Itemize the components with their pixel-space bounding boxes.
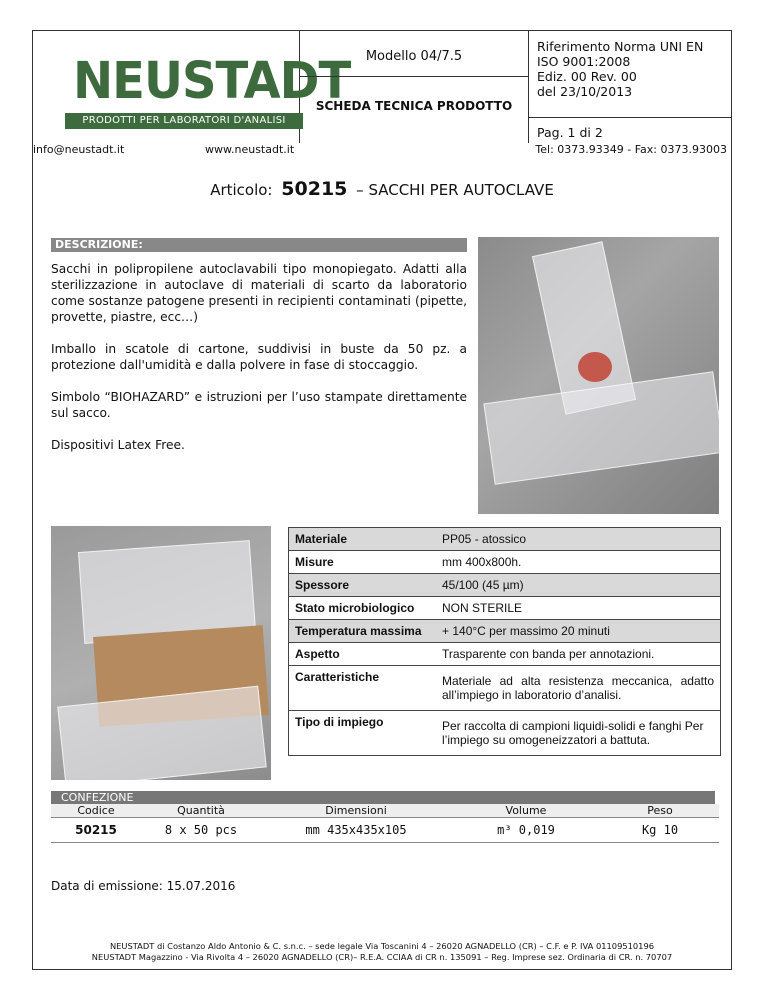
packaging-heading: CONFEZIONE bbox=[51, 791, 715, 804]
column-header: Dimensioni bbox=[325, 804, 387, 817]
description-paragraph: Imballo in scatole di cartone, suddivisi in buste da 50 pz. a protezione dall'umidità e dalla polvere in fase di stoccaggio. bbox=[51, 342, 467, 372]
spec-label: Tipo di impiego bbox=[295, 715, 384, 729]
packaging-data-row bbox=[51, 818, 719, 843]
bag-shape bbox=[57, 686, 266, 780]
column-header: Quantità bbox=[177, 804, 225, 817]
packaging-table bbox=[51, 791, 719, 843]
description-paragraph: Sacchi in polipropilene autoclavabili tipo monopiegato. Adatti alla sterilizzazione in autoclave di materiali di scarto da laboratorio come sostanze patogene presenti in recipienti contaminati (pipette, provette, piastre, ecc…) bbox=[51, 262, 467, 324]
website-link[interactable]: www.neustadt.it bbox=[205, 143, 295, 156]
spec-label: Aspetto bbox=[295, 647, 340, 661]
edition-date: del 23/10/2013 bbox=[537, 84, 633, 99]
revision-info bbox=[537, 39, 727, 99]
spec-row bbox=[289, 574, 720, 597]
norm-reference: Riferimento Norma UNI EN ISO 9001:2008 bbox=[537, 39, 704, 69]
description-heading: DESCRIZIONE: bbox=[51, 238, 467, 252]
footer-line: NEUSTADT Magazzino - Via Rivolta 4 – 26020 AGNADELLO (CR)– R.E.A. CCIAA di CR n. 135091 – Reg. Imprese sez. Ordinaria di CR. n. 70707 bbox=[91, 952, 673, 962]
model-number: Modello 04/7.5 bbox=[365, 49, 463, 64]
page-number: Pag. 1 di 2 bbox=[537, 125, 603, 140]
packaging-quantity: 8 x 50 pcs bbox=[164, 823, 238, 837]
spec-value: 45/100 (45 µm) bbox=[442, 578, 524, 592]
spec-value: mm 400x800h. bbox=[442, 555, 522, 569]
spec-label: Misure bbox=[295, 555, 334, 569]
spec-label: Caratteristiche bbox=[295, 670, 380, 684]
revision-cell bbox=[529, 31, 731, 143]
header-table bbox=[33, 31, 731, 143]
spec-table bbox=[288, 527, 721, 756]
product-photo-box bbox=[51, 526, 271, 780]
spec-value: Per raccolta di campioni liquidi-solidi e fanghi Per l’impiego su omogeneizzatori a battuta. bbox=[442, 719, 704, 747]
spec-row bbox=[289, 528, 720, 551]
description-text bbox=[51, 261, 467, 469]
spec-label: Materiale bbox=[295, 532, 348, 546]
emission-date: Data di emissione: 15.07.2016 bbox=[51, 879, 236, 893]
logo-subtitle: PRODOTTI PER LABORATORI D'ANALISI bbox=[82, 115, 286, 126]
email-link[interactable]: info@neustadt.it bbox=[33, 143, 125, 156]
contact-row bbox=[33, 143, 731, 159]
article-name: – SACCHI PER AUTOCLAVE bbox=[356, 181, 554, 199]
footer-line: NEUSTADT di Costanzo Aldo Antonio & C. s.n.c. – sede legale Via Toscanini 4 – 26020 AGNADELLO (CR) – C.F. e P. IVA 01109510196 bbox=[109, 941, 655, 951]
spec-row bbox=[289, 711, 720, 755]
spec-row bbox=[289, 551, 720, 574]
spec-row bbox=[289, 620, 720, 643]
bag-shape bbox=[483, 371, 719, 484]
spec-row bbox=[289, 643, 720, 666]
spec-value: Materiale ad alta resistenza meccanica, adatto all’impiego in laboratorio d’analisi. bbox=[442, 674, 714, 702]
column-header: Volume bbox=[505, 804, 547, 817]
spec-label: Stato microbiologico bbox=[295, 601, 415, 615]
spec-label: Temperatura massima bbox=[295, 624, 422, 638]
article-title bbox=[33, 178, 731, 200]
spec-value: + 140°C per massimo 20 minuti bbox=[442, 624, 610, 638]
red-tube-shape bbox=[578, 352, 612, 382]
company-logo: NEUSTADT bbox=[73, 51, 351, 111]
edition: Ediz. 00 Rev. 00 bbox=[537, 69, 637, 84]
description-paragraph: Simbolo “BIOHAZARD” e istruzioni per l’uso stampate direttamente sul sacco. bbox=[51, 390, 467, 420]
footer bbox=[33, 941, 731, 963]
model-cell bbox=[300, 31, 529, 143]
spec-value: PP05 - atossico bbox=[442, 532, 527, 546]
divider bbox=[300, 76, 528, 77]
column-header: Codice bbox=[77, 804, 115, 817]
spec-value: Trasparente con banda per annotazioni. bbox=[442, 647, 655, 661]
article-code: 50215 bbox=[281, 178, 348, 200]
packaging-dimensions: mm 435x435x105 bbox=[305, 823, 407, 837]
sheet-title: SCHEDA TECNICA PRODOTTO bbox=[315, 99, 513, 113]
spec-value: NON STERILE bbox=[442, 601, 523, 615]
phone-fax: Tel: 0373.93349 - Fax: 0373.93003 bbox=[535, 143, 727, 156]
spec-label: Spessore bbox=[295, 578, 350, 592]
packaging-code: 50215 bbox=[75, 823, 117, 837]
packaging-header-row bbox=[51, 804, 719, 818]
packaging-volume: m³ 0,019 bbox=[497, 823, 555, 837]
description-paragraph: Dispositivi Latex Free. bbox=[51, 438, 185, 452]
column-header: Peso bbox=[647, 804, 673, 817]
document-page bbox=[32, 30, 732, 970]
divider bbox=[529, 117, 731, 118]
product-photo-bags bbox=[478, 237, 719, 514]
spec-row bbox=[289, 666, 720, 711]
logo-cell bbox=[33, 31, 351, 143]
article-prefix: Articolo: bbox=[210, 181, 273, 199]
spec-row bbox=[289, 597, 720, 620]
packaging-weight: Kg 10 bbox=[641, 823, 679, 837]
